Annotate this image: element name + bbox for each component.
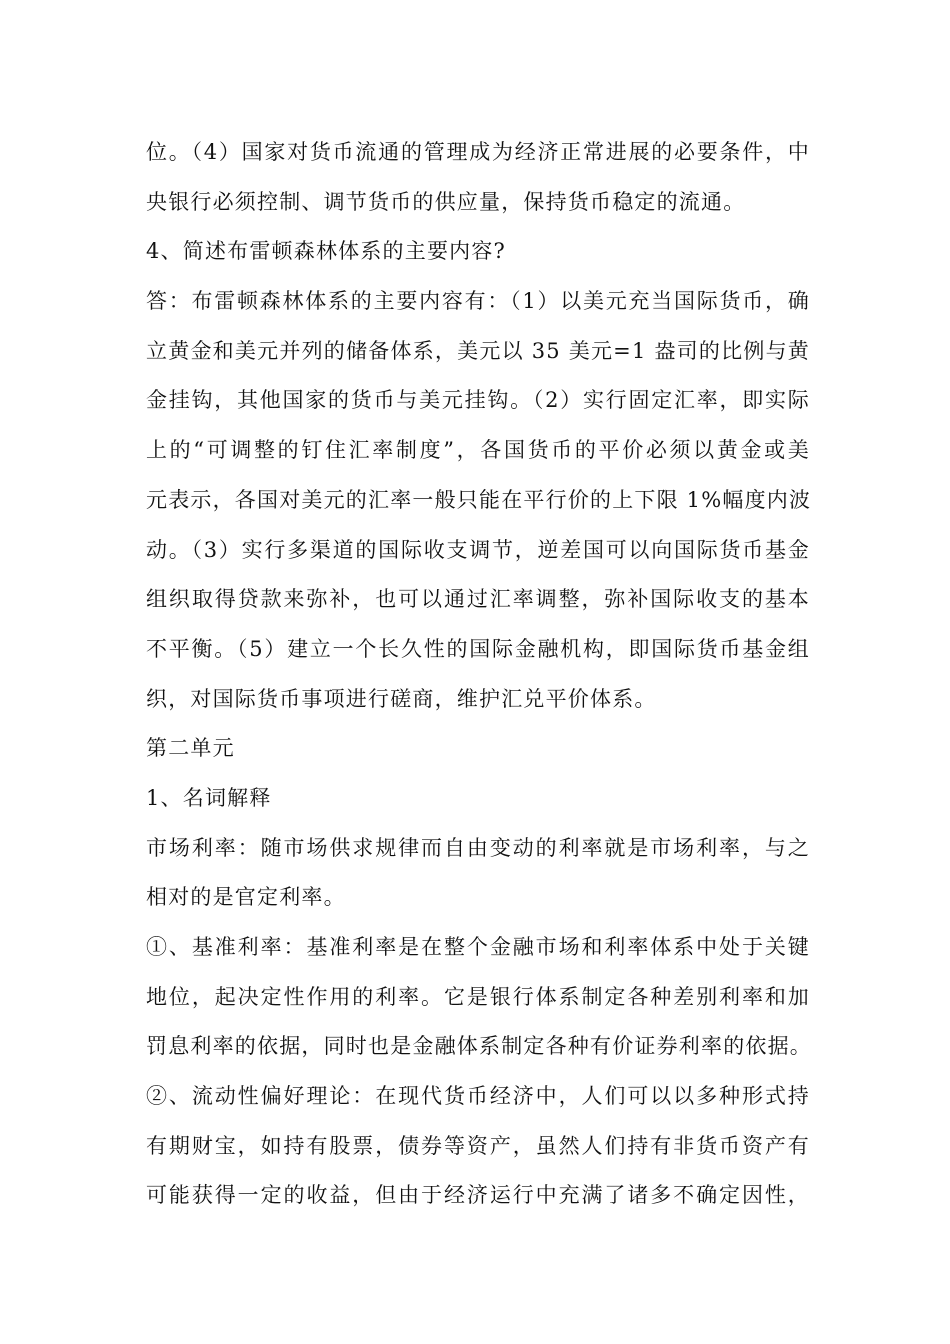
text-line: 元表示，各国对美元的汇率一般只能在平行价的上下限 1%幅度内波 xyxy=(146,487,812,512)
text-line: 有期财宝，如持有股票，债券等资产，虽然人们持有非货币资产有 xyxy=(146,1133,810,1158)
text-line: ②、流动性偏好理论：在现代货币经济中，人们可以以多种形式持 xyxy=(146,1084,810,1109)
text-line: 组织取得贷款来弥补，也可以通过汇率调整，弥补国际收支的基本 xyxy=(146,587,810,612)
text-line: 不平衡。（5）建立一个长久性的国际金融机构，即国际货币基金组 xyxy=(146,636,810,661)
unit-heading: 第二单元 xyxy=(146,736,235,761)
text-line: 罚息利率的依据，同时也是金融体系制定各种有价证券利率的依据。 xyxy=(146,1034,812,1059)
text-line: 市场利率：随市场供求规律而自由变动的利率就是市场利率，与之 xyxy=(146,835,810,860)
text-line: 地位，起决定性作用的利率。它是银行体系制定各种差别利率和加 xyxy=(146,984,810,1009)
question-heading: 4、简述布雷顿森林体系的主要内容? xyxy=(146,239,507,264)
text-line: 央银行必须控制、调节货币的供应量，保持货币稳定的流通。 xyxy=(146,189,746,214)
text-line: 立黄金和美元并列的储备体系，美元以 35 美元=1 盎司的比例与黄 xyxy=(146,338,810,363)
text-line: ①、基准利率：基准利率是在整个金融市场和利率体系中处于关键 xyxy=(146,935,810,959)
section-heading: 1、名词解释 xyxy=(146,785,272,810)
text-line: 动。（3）实行多渠道的国际收支调节，逆差国可以向国际货币基金 xyxy=(146,537,810,562)
text-line: 织，对国际货币事项进行磋商，维护汇兑平价体系。 xyxy=(146,686,657,711)
text-line: 位。（4）国家对货币流通的管理成为经济正常进展的必要条件，中 xyxy=(146,140,810,164)
document-body xyxy=(146,128,810,1221)
text-line: 可能获得一定的收益，但由于经济运行中充满了诸多不确定因性， xyxy=(146,1183,810,1208)
text-line: 相对的是官定利率。 xyxy=(146,885,346,910)
text-line: 金挂钩，其他国家的货币与美元挂钩。（2）实行固定汇率，即实际 xyxy=(146,388,810,413)
text-line: 上的“可调整的钉住汇率制度”，各国货币的平价必须以黄金或美 xyxy=(146,438,810,463)
text-line: 答：布雷顿森林体系的主要内容有：（1）以美元充当国际货币，确 xyxy=(146,289,810,314)
